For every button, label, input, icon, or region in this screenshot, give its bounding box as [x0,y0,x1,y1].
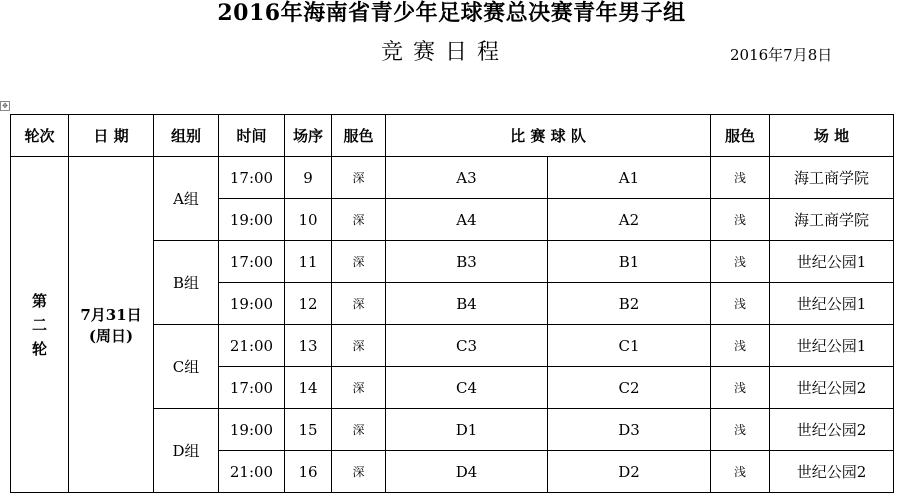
time-cell: 21:00 [219,325,285,367]
home-team-cell: C4 [386,367,548,409]
match-no-cell: 10 [285,199,332,241]
match-no-cell: 16 [285,451,332,493]
match-no-cell: 11 [285,241,332,283]
home-color-cell: 深 [332,367,386,409]
venue-cell: 海工商学院 [770,199,894,241]
header-venue: 场 地 [770,115,894,157]
match-no-cell: 9 [285,157,332,199]
round-char: 第 [31,291,47,310]
schedule-table [10,114,894,493]
round-char: 二 [31,315,47,334]
away-team-cell: B2 [548,283,711,325]
venue-cell: 世纪公园2 [770,367,894,409]
header-date: 日 期 [69,115,154,157]
header-group: 组别 [154,115,219,157]
header-match-no: 场序 [285,115,332,157]
table-header-row [11,115,894,157]
group-cell: A组 [154,157,219,241]
away-team-cell: C2 [548,367,711,409]
venue-cell: 海工商学院 [770,157,894,199]
match-no-cell: 13 [285,325,332,367]
time-cell: 17:00 [219,367,285,409]
home-team-cell: D4 [386,451,548,493]
date-cell [69,157,154,493]
table-row [11,157,894,199]
home-team-cell: D1 [386,409,548,451]
away-team-cell: C1 [548,325,711,367]
away-color-cell: 浅 [711,409,770,451]
group-cell: C组 [154,325,219,409]
header-round: 轮次 [11,115,69,157]
home-color-cell: 深 [332,199,386,241]
match-weekday: (周日) [88,326,134,345]
venue-cell: 世纪公园1 [770,325,894,367]
header-time: 时间 [219,115,285,157]
home-team-cell: A3 [386,157,548,199]
away-team-cell: D2 [548,451,711,493]
table-move-handle-icon[interactable]: ✥ [0,101,10,111]
away-team-cell: A2 [548,199,711,241]
away-color-cell: 浅 [711,157,770,199]
away-color-cell: 浅 [711,283,770,325]
home-team-cell: A4 [386,199,548,241]
away-team-cell: D3 [548,409,711,451]
time-cell: 19:00 [219,283,285,325]
match-no-cell: 15 [285,409,332,451]
header-away-color: 服色 [711,115,770,157]
away-color-cell: 浅 [711,325,770,367]
away-color-cell: 浅 [711,451,770,493]
home-color-cell: 深 [332,325,386,367]
group-cell: B组 [154,241,219,325]
home-color-cell: 深 [332,241,386,283]
group-cell: D组 [154,409,219,493]
venue-cell: 世纪公园1 [770,283,894,325]
header-home-color: 服色 [332,115,386,157]
venue-cell: 世纪公园2 [770,451,894,493]
home-team-cell: C3 [386,325,548,367]
time-cell: 17:00 [219,241,285,283]
away-team-cell: A1 [548,157,711,199]
home-team-cell: B4 [386,283,548,325]
time-cell: 19:00 [219,199,285,241]
venue-cell: 世纪公园2 [770,409,894,451]
home-color-cell: 深 [332,157,386,199]
header-teams: 比 赛 球 队 [386,115,711,157]
round-cell [11,157,69,493]
round-char: 轮 [31,339,47,358]
match-no-cell: 12 [285,283,332,325]
page-title: 2016年海南省青少年足球赛总决赛青年男子组 [217,0,686,26]
away-color-cell: 浅 [711,241,770,283]
away-team-cell: B1 [548,241,711,283]
home-team-cell: B3 [386,241,548,283]
page-subtitle: 竞赛日程 [381,40,510,65]
time-cell: 17:00 [219,157,285,199]
away-color-cell: 浅 [711,367,770,409]
time-cell: 21:00 [219,451,285,493]
home-color-cell: 深 [332,409,386,451]
home-color-cell: 深 [332,451,386,493]
away-color-cell: 浅 [711,199,770,241]
home-color-cell: 深 [332,283,386,325]
match-no-cell: 14 [285,367,332,409]
venue-cell: 世纪公园1 [770,241,894,283]
time-cell: 19:00 [219,409,285,451]
document-date: 2016年7月8日 [730,46,833,64]
match-day: 7月31日 [80,305,142,324]
